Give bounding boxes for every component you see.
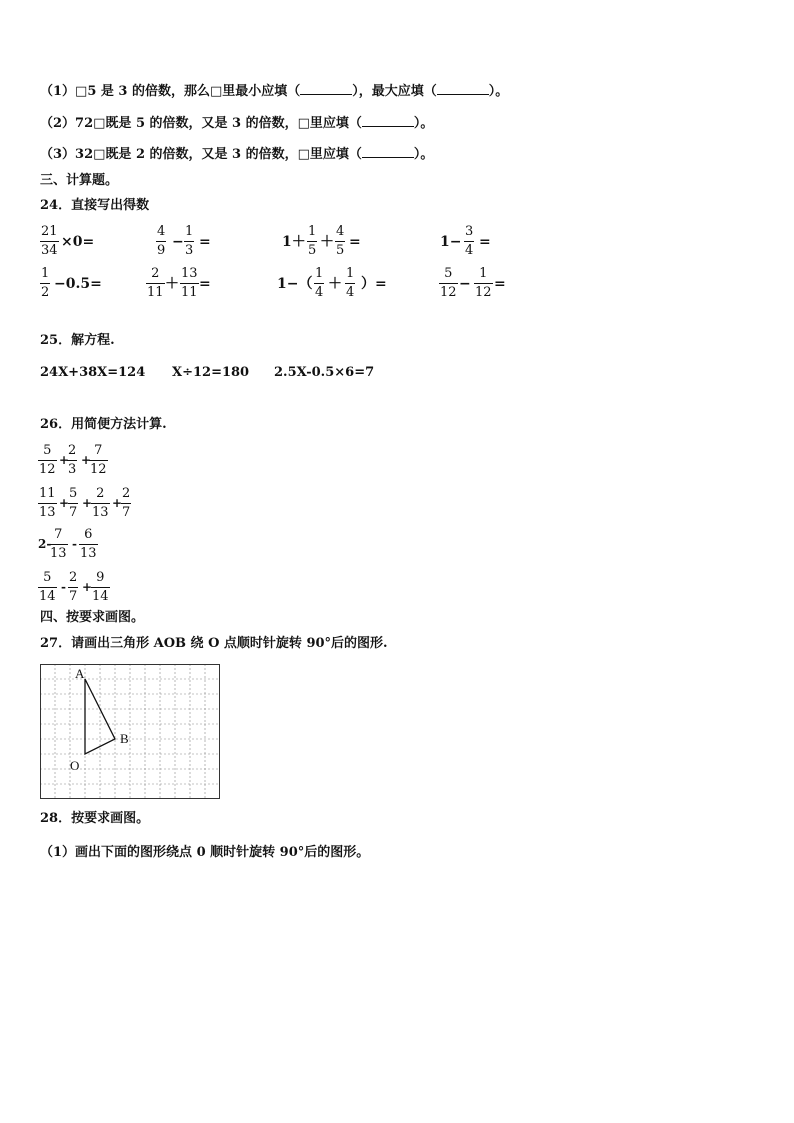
equals-sign: = (199, 276, 211, 292)
fraction: 4 9 (157, 224, 166, 258)
grid-figure[interactable] (40, 664, 220, 799)
fraction: 5 14 (39, 570, 56, 604)
operator: + (81, 453, 92, 467)
fraction: 7 13 (50, 527, 67, 561)
operator: - (61, 580, 66, 594)
fraction: 9 14 (92, 570, 109, 604)
operator-text: ×0= (61, 234, 95, 250)
operator: + (59, 453, 70, 467)
q23-part2 (40, 116, 433, 132)
fraction: 7 12 (90, 443, 107, 477)
fraction: 5 7 (69, 486, 78, 520)
q27-title: 27．请画出三角形 AOB 绕 O 点顺时针旋转 90°后的图形. (40, 636, 388, 651)
q24-title: 24．直接写出得数 (40, 198, 150, 213)
operator: ＋ (328, 276, 342, 292)
operator: ＋ (320, 234, 334, 250)
point-label-o: O (70, 758, 80, 773)
operator: − (459, 276, 471, 292)
equation-3: 2.5X-0.5×6=7 (274, 365, 375, 380)
fraction: 6 13 (80, 527, 97, 561)
operator: ＋ (165, 276, 179, 292)
equation-2: X÷12=180 (172, 365, 250, 380)
q23-p2-text-b: ）。 (413, 116, 434, 131)
answer-blank[interactable] (362, 126, 414, 127)
q23-p1-text-b: ），最大应填（ (352, 84, 437, 99)
fraction: 5 12 (440, 266, 457, 300)
q25-title: 25．解方程. (40, 333, 115, 348)
fraction: 2 7 (69, 570, 78, 604)
fraction: 3 4 (465, 224, 474, 258)
fraction: 1 12 (475, 266, 492, 300)
operator-text: 2- (38, 537, 52, 551)
operator-text: 1−（ (277, 276, 313, 292)
q23-p3-text-a: （3）32□既是 2 的倍数，又是 3 的倍数，□里应填（ (40, 147, 362, 162)
operator: + (82, 496, 93, 510)
fraction: 21 34 (41, 224, 58, 258)
q23-p2-text-a: （2）72□既是 5 的倍数，又是 3 的倍数，□里应填（ (40, 116, 362, 131)
equation-1: 24X+38X=124 (40, 365, 146, 380)
operator-text: 1＋ (282, 234, 306, 250)
q23-p1-text-a: （1）□5 是 3 的倍数，那么□里最小应填（ (40, 84, 301, 99)
fraction: 1 3 (185, 224, 194, 258)
answer-blank[interactable] (300, 94, 352, 95)
point-label-b: B (120, 731, 129, 746)
operator: + (59, 496, 70, 510)
operator-text: −0.5= (54, 276, 102, 292)
fraction: 4 5 (336, 224, 345, 258)
equals-sign: = (479, 234, 491, 250)
fraction: 1 4 (346, 266, 355, 300)
q23-part1 (40, 84, 508, 100)
q23-p1-text-c: ）。 (488, 84, 509, 99)
fraction: 13 11 (181, 266, 198, 300)
fraction: 11 13 (39, 486, 56, 520)
operator: - (72, 537, 77, 551)
grid-lines (40, 664, 220, 799)
fraction: 2 3 (68, 443, 77, 477)
fraction: 2 11 (147, 266, 164, 300)
operator: − (172, 234, 184, 250)
answer-blank[interactable] (437, 94, 489, 95)
fraction: 2 13 (92, 486, 109, 520)
operator: + (82, 580, 93, 594)
q23-part3 (40, 147, 433, 163)
point-label-a: A (75, 666, 85, 681)
grid-svg (40, 664, 220, 799)
operator-text: 1− (440, 234, 462, 250)
fraction: 2 7 (122, 486, 131, 520)
operator-text: ）= (361, 276, 387, 292)
equals-sign: = (494, 276, 506, 292)
fraction: 1 4 (315, 266, 324, 300)
q28-part1: （1）画出下面的图形绕点 0 顺时针旋转 90°后的图形。 (40, 845, 370, 860)
fraction: 1 2 (41, 266, 50, 300)
section-4-heading: 四、按要求画图。 (40, 610, 145, 625)
equals-sign: = (349, 234, 361, 250)
equals-sign: = (199, 234, 211, 250)
q26-title: 26．用简便方法计算. (40, 417, 167, 432)
fraction: 5 12 (39, 443, 56, 477)
operator: + (112, 496, 123, 510)
answer-blank[interactable] (362, 157, 414, 158)
section-3-heading: 三、计算题。 (40, 173, 119, 188)
q28-title: 28．按要求画图。 (40, 811, 150, 826)
q23-p3-text-b: ）。 (413, 147, 434, 162)
fraction: 1 5 (308, 224, 317, 258)
